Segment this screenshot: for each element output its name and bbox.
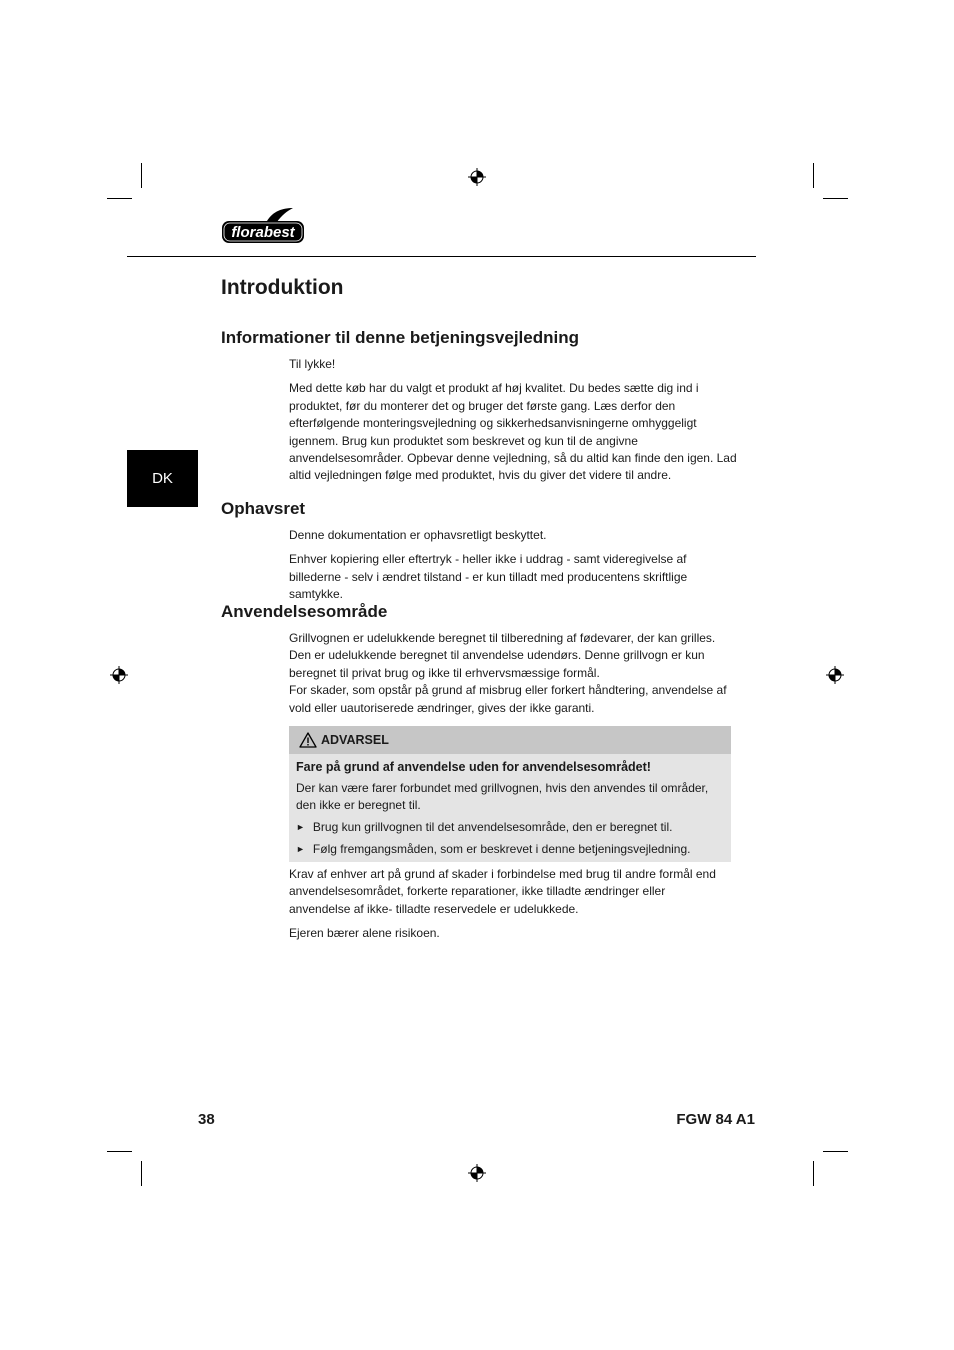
paragraph: Grillvognen er udelukkende beregnet til tilberedning af fødevarer, der kan grilles. Den er udelukkende beregnet til anvendelse udendørs. Denne grillvogn er kun beregnet til privat brug og ikke til erhvervsmæssige formål. bbox=[289, 631, 716, 680]
warning-title: Fare på grund af anvendelse uden for anvendelsesområdet! bbox=[296, 760, 651, 774]
logo-text: florabest bbox=[231, 224, 295, 241]
paragraph: Ejeren bærer alene risikoen. bbox=[289, 926, 440, 941]
warning-box bbox=[289, 726, 731, 862]
bullet-text: Følg fremgangsmåden, som er beskrevet i denne betjeningsvejledning. bbox=[312, 842, 691, 856]
crop-mark bbox=[141, 163, 142, 188]
section-body-info bbox=[289, 356, 737, 485]
language-tab: DK bbox=[127, 450, 198, 507]
list-item bbox=[296, 819, 724, 836]
crop-mark bbox=[107, 1151, 132, 1152]
warning-label: ADVARSEL bbox=[321, 733, 389, 747]
paragraph: Krav af enhver art på grund af skader i forbindelse med brug til andre formål end anvendelsesområdet, forkerte reparationer, ikke tilladte ændringer eller anvendelse af ikke- tilladte reservedele er udelukkede. bbox=[289, 867, 716, 916]
florabest-logo bbox=[221, 207, 305, 245]
section-heading-copyright: Ophavsret bbox=[221, 499, 306, 518]
section-body-liability bbox=[289, 866, 719, 943]
section-body-copyright bbox=[289, 527, 737, 604]
registration-mark-icon bbox=[826, 666, 844, 684]
warning-text: Der kan være farer forbundet med grillvognen, hvis den anvendes til områder, den ikke er beregnet til. bbox=[296, 781, 709, 812]
crop-mark bbox=[813, 163, 814, 188]
bullet-arrow-icon: ► bbox=[296, 844, 305, 854]
paragraph: Enhver kopiering eller eftertryk - heller ikke i uddrag - samt videregivelse af billederne - selv i ændret tilstand - er kun tilladt med producentens skriftlige samtykke. bbox=[289, 552, 688, 602]
page-title: Introduktion bbox=[221, 276, 344, 299]
paragraph: Denne dokumentation er ophavsretligt beskyttet. bbox=[289, 528, 547, 542]
header-rule bbox=[127, 256, 756, 257]
registration-mark-icon bbox=[468, 168, 486, 186]
model-number: FGW 84 A1 bbox=[676, 1111, 755, 1128]
crop-mark bbox=[823, 198, 848, 199]
crop-mark bbox=[141, 1161, 142, 1186]
section-heading-usage: Anvendelsesområde bbox=[221, 602, 388, 621]
section-body-usage bbox=[289, 630, 737, 717]
paragraph: Med dette køb har du valgt et produkt af høj kvalitet. Du bedes sætte dig ind i produktet, før du monterer det og bruger det første gang. Læs derfor den efterfølgende monteringsvejledning og sikkerhedsanvisningerne omhyggeligt igennem. Brug kun produktet som beskrevet og kun til de angivne anvendelsesområder. Opbevar denne vejledning, så du altid kan finde den igen. Lad altid vejledningen følge med produktet, hvis du giver det videre til andre. bbox=[289, 381, 737, 483]
bullet-arrow-icon: ► bbox=[296, 822, 305, 832]
paragraph: Til lykke! bbox=[289, 357, 336, 371]
warning-triangle-icon bbox=[299, 732, 317, 748]
section-heading-info: Informationer til denne betjeningsvejledning bbox=[221, 328, 579, 347]
list-item bbox=[296, 841, 724, 858]
registration-mark-icon bbox=[468, 1164, 486, 1182]
bullet-text: Brug kun grillvognen til det anvendelsesområde, den er beregnet til. bbox=[312, 820, 673, 834]
crop-mark bbox=[823, 1151, 848, 1152]
warning-content bbox=[289, 754, 731, 858]
warning-header bbox=[289, 726, 731, 754]
registration-mark-icon bbox=[110, 666, 128, 684]
paragraph: For skader, som opstår på grund af misbrug eller forkert håndtering, anvendelse af vold eller uautoriserede ændringer, gives der ikke garanti. bbox=[289, 683, 727, 715]
crop-mark bbox=[813, 1161, 814, 1186]
page-number: 38 bbox=[198, 1111, 215, 1128]
crop-mark bbox=[107, 198, 132, 199]
